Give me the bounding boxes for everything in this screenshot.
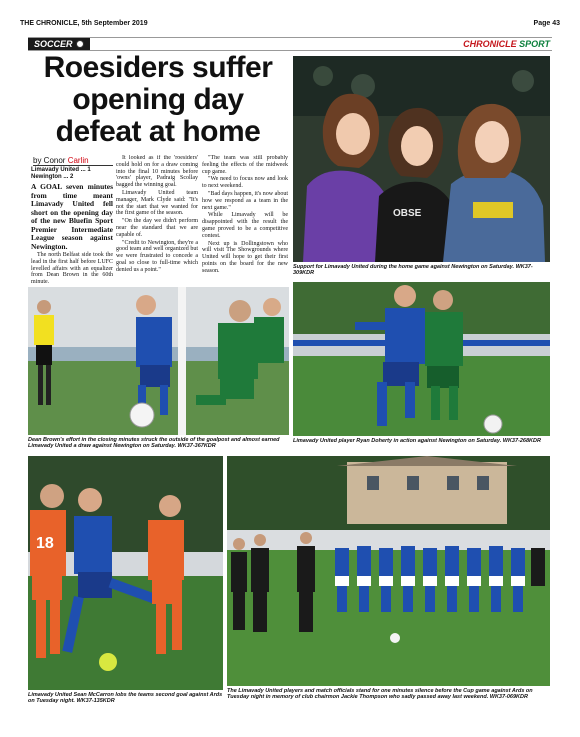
brand-part2: SPORT (519, 39, 550, 49)
byline (33, 156, 113, 166)
score-home: Limavady United ... 1 (31, 167, 91, 173)
caption-fans: Support for Limavady United during the home game against Newington on Saturday. WK37-309KDR (293, 264, 533, 277)
paragraph: While Limavady will be disappointed with the result the game proved to be a competitive contest. (202, 212, 288, 239)
caption-silence: The Limavady United players and match officials stand for one minutes silence before the Cup game against Ards on Tuesday night in memory of club chairmon Jackie Thompson who sadly passed away last weekend. WK37-069KDR (227, 688, 533, 701)
section-label: SOCCER (34, 39, 73, 49)
paragraph: The north Belfast side took the lead in the first half before LUFC levelled affairs with an equalizer from Dean Brown in the 60th minute. (31, 252, 113, 286)
article-column-1 (31, 183, 113, 287)
paragraph: Next up is Dollingstown who will visit The Showgrounds where United will hope to get their first points on the board for the new season. (202, 240, 288, 274)
paragraph: "Credit to Newington, they're a good team and well organized but we were frustrated to concede a goal so close to full-time which denied us a point." (116, 239, 198, 273)
paragraph: Limavady United team manager, Mark Clyde said: "It's not the start that we wanted for the first game of the season. (116, 189, 198, 217)
shirt-number: 18 (36, 535, 54, 552)
caption-mccarron: Limavady United Sean McCarron lobs the teams second goal against Ards on Tuesday night. WK37-135KDR (28, 692, 223, 705)
scoreline (31, 167, 113, 181)
paragraph: "We need to focus now and look to next weekend. (202, 176, 288, 190)
football-icon (76, 40, 84, 48)
photo-fans (293, 56, 550, 262)
paper-date: THE CHRONICLE, 5th September 2019 (20, 19, 148, 27)
brand-logo (463, 39, 552, 49)
score-away: Newington ... 2 (31, 174, 74, 180)
photo-doherty (293, 282, 550, 436)
section-band (28, 37, 552, 51)
photo-mccarron (28, 456, 223, 690)
paragraph: It looked as if the 'roesiders' could hold on for a draw coming into the final 10 minutes before 'owns' player, Padraig Scollay bagged the winning goal. (116, 155, 198, 189)
headline: Roesiders suffer opening day defeat at home (43, 51, 273, 148)
caption-doherty: Limavady United player Ryan Doherty in action against Newington on Saturday. WK37-268KDR (293, 438, 541, 444)
masthead-line (20, 16, 560, 30)
paragraph: "On the day we didn't perform near the standard that we are capable of. (116, 218, 198, 238)
caption-brown: Dean Brown's effort in the closing minutes struck the outside of the goalpost and almost earned Limavady United a draw against Newington on Saturday. WK37-367KDR (28, 437, 280, 450)
photo-silence (227, 456, 550, 686)
byline-prefix: by Conor (33, 156, 66, 165)
page-number: Page 43 (533, 19, 560, 27)
shirt-text: OBSE (393, 208, 422, 219)
article-column-2 (116, 155, 198, 286)
byline-name: Carlin (67, 156, 89, 165)
photo-brown (28, 287, 289, 435)
brand-part1: CHRONICLE (463, 39, 517, 49)
paragraph: "The team was still probably feeling the effects of the midweek cup game. (202, 155, 288, 175)
section-tag (28, 38, 90, 50)
lead-paragraph: A GOAL seven minutes from time meant Limavady United fell short on the opening day of the new Bluefin Sport Premier Intermediate League season against Newington. (31, 183, 113, 251)
article-column-3 (202, 155, 288, 286)
paragraph: "Bad days happen, it's now about how we respond as a team in the next game." (202, 190, 288, 211)
